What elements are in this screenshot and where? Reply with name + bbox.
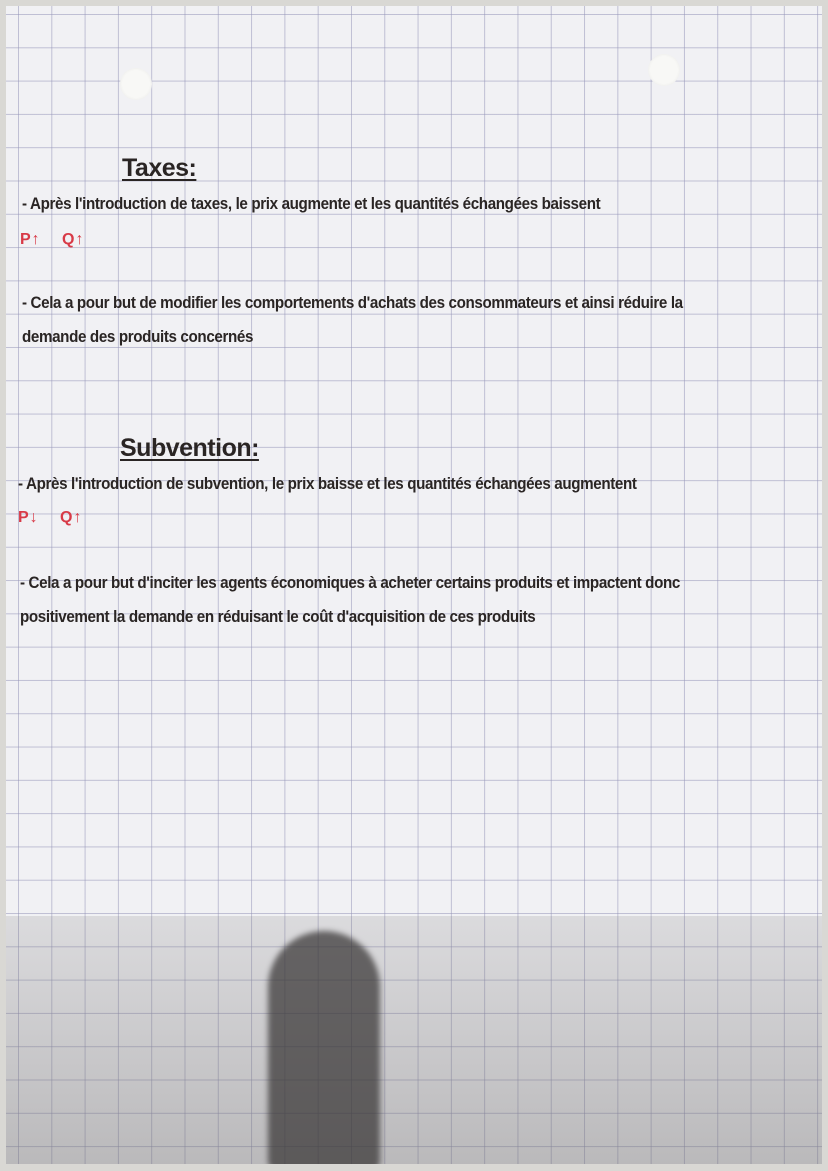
subvention-price-notation: P↓ <box>18 509 39 526</box>
grid-paper-sheet <box>6 6 822 1164</box>
taxes-price-notation: P↑ <box>20 231 41 248</box>
taxes-bullet-2-line-1: - Cela a pour but de modifier les comportements d'achats des consommateurs et ainsi réduire la <box>22 294 683 312</box>
subvention-quantity-notation: Q↑ <box>60 509 83 526</box>
subvention-heading: Subvention: <box>120 434 259 462</box>
taxes-bullet-1: - Après l'introduction de taxes, le prix augmente et les quantités échangées baissent <box>22 195 601 213</box>
punch-hole-left <box>120 68 152 100</box>
bottom-shadow-area <box>6 916 822 1164</box>
taxes-quantity-notation: Q↑ <box>62 231 85 248</box>
subvention-bullet-2-line-2: positivement la demande en réduisant le coût d'acquisition de ces produits <box>20 608 536 626</box>
subvention-bullet-2-line-1: - Cela a pour but d'inciter les agents économiques à acheter certains produits et impactent donc <box>20 574 680 592</box>
taxes-heading: Taxes: <box>122 154 197 182</box>
taxes-bullet-2-line-2: demande des produits concernés <box>22 328 254 346</box>
finger-shadow <box>268 931 380 1164</box>
punch-hole-right <box>648 54 680 86</box>
subvention-bullet-1: - Après l'introduction de subvention, le prix baisse et les quantités échangées augmentent <box>18 475 637 493</box>
